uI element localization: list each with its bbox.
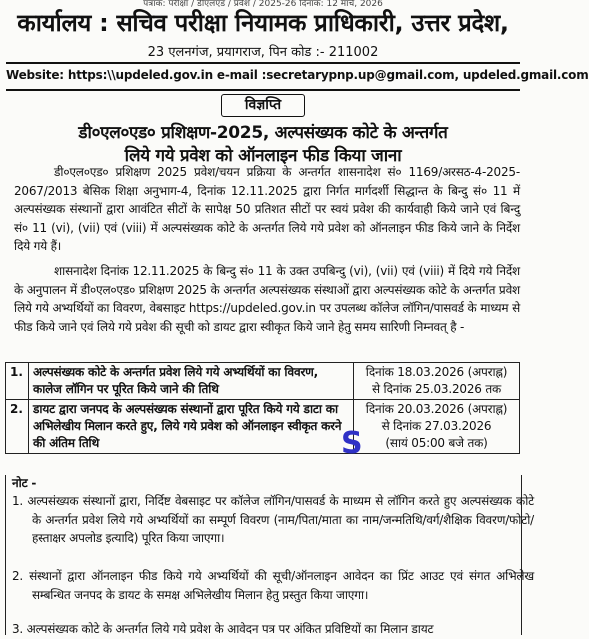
notice-label-box: विज्ञप्ति	[221, 94, 305, 117]
date-line: (सायं 05:00 बजे तक)	[385, 436, 488, 450]
schedule-row	[6, 400, 520, 454]
date-line: से दिनांक 27.03.2026	[381, 419, 492, 433]
office-title: कार्यालय : सचिव परीक्षा नियामक प्राधिकारी, उत्तर प्रदेश,	[17, 9, 509, 37]
date-line: दिनांक 20.03.2026 (अपराह्न)	[365, 402, 508, 416]
note-item: 1. अल्पसंख्यक संस्थानों द्वारा, निर्दिष्ट वेबसाइट पर कॉलेज लॉगिन/पासवर्ड के माध्यम से लॉगिन करते हुए अल्पसंख्यक कोटे के अन्तर्गत प्रवेश लिये गये अभ्यर्थियों का सम्पूर्ण विवरण (नाम/पिता/माता का नाम/जन्मतिथि/वर्ग/शैक्षिक विवरण/फोटो/हस्ताक्षर अपलोड इत्यादि) पूरित किया जाएगा।	[12, 494, 534, 545]
paragraph-2: शासनादेश दिनांक 12.11.2025 के बिन्दु सं० 11 के उक्त उपबिन्दु (vi), (vii) एवं (viii) में दिये गये निर्देश के अनुपालन में डी०एल०एड० प्रशिक्षण 2025 के अन्तर्गत अल्पसंख्यक संस्थाओं द्वारा अल्पसंख्यक कोटे के अन्तर्गत प्रवेश लिये गये अभ्यर्थियों का विवरण, वेबसाइट https://updeled.gov.in पर उपलब्ध कॉलेज लॉगिन/पासवर्ड के माध्यम से फीड किये जाने एवं लिये गये प्रवेश की सूची को डायट द्वारा स्वीकृत किये जाने हेतु समय सारिणी निम्नवत् है -	[14, 264, 520, 334]
header-rule-bottom	[6, 89, 520, 91]
schedule-table	[5, 362, 520, 454]
row-activity: अल्पसंख्यक कोटे के अन्तर्गत प्रवेश लिये गये अभ्यर्थियों का विवरण, कालेज लॉगिन पर पूरित किये जाने की तिथि	[29, 363, 354, 400]
row-activity: डायट द्वारा जनपद के अल्पसंख्यक संस्थानों द्वारा पूरित किये गये डाटा का अभिलेखीय मिलान करते हुए, लिये गये प्रवेश को ऑनलाइन स्वीकृत करने की अंतिम तिथि	[29, 400, 354, 454]
row-dates	[354, 363, 520, 400]
date-line: से दिनांक 25.03.2026 तक	[372, 382, 501, 396]
row-serial: 1.	[6, 363, 29, 400]
headline-line-1: डी०एल०एड० प्रशिक्षण-2025, अल्पसंख्यक कोटे के अन्तर्गत	[78, 123, 448, 143]
reference-strip: पत्रांक: परीक्षा / डीएलएड / प्रवेश / 2025-26 दिनांक: 12 मार्च, 2026	[143, 0, 383, 9]
row-serial: 2.	[6, 400, 29, 454]
headline-line-2: लिये गये प्रवेश को ऑनलाइन फीड किया जाना	[124, 146, 402, 166]
notes-heading: नोट -	[12, 476, 37, 490]
watermark-letter: S	[341, 426, 363, 461]
notes-section	[5, 475, 534, 636]
schedule-row	[6, 363, 520, 400]
row-dates	[354, 400, 520, 454]
note-item: 2. संस्थानों द्वारा ऑनलाइन फीड किये गये अभ्यर्थियों की सूची/ऑनलाइन आवेदन का प्रिंट आउट एवं संगत अभिलेख सम्बन्धित जनपद के डायट के समक्ष अभिलेखीय मिलान हेतु प्रस्तुत किया जाएगा।	[12, 569, 534, 602]
header-rule-top	[6, 62, 520, 64]
paragraph-1: डी०एल०एड० प्रशिक्षण 2025 प्रवेश/चयन प्रक्रिया के अन्तर्गत शासनादेश सं० 1169/अरसठ-4-2025-2067/2013 बेसिक शिक्षा अनुभाग-4, दिनांक 12.11.2025 द्वारा निर्गत मार्गदर्शी सिद्धान्त के बिन्दु सं० 11 में अल्पसंख्यक संस्थानों द्वारा आवंटित सीटों के सापेक्ष 50 प्रतिशत सीटों पर स्वयं प्रवेश की कार्यवाही किये जाने एवं बिन्दु सं० 11 (vi), (vii) एवं (viii) में अल्पसंख्यक कोटे के अन्तर्गत लिये गये प्रवेश को ऑनलाइन फीड किये जाने के निर्देश दिये गये हैं।	[14, 165, 520, 253]
note-item: 3. अल्पसंख्यक कोटे के अन्तर्गत लिये गये प्रवेश के आवेदन पत्र पर अंकित प्रविष्टियों का मिलान डायट	[12, 622, 434, 636]
website-email-line: Website: https:\\updeled.gov.in e-mail :secretarypnp.up@gmail.com, updeled.gmail.com	[6, 68, 589, 82]
office-address: 23 एलनगंज, प्रयागराज, पिन कोड :- 211002	[147, 45, 379, 60]
date-line: दिनांक 18.03.2026 (अपराह्न)	[365, 365, 508, 379]
